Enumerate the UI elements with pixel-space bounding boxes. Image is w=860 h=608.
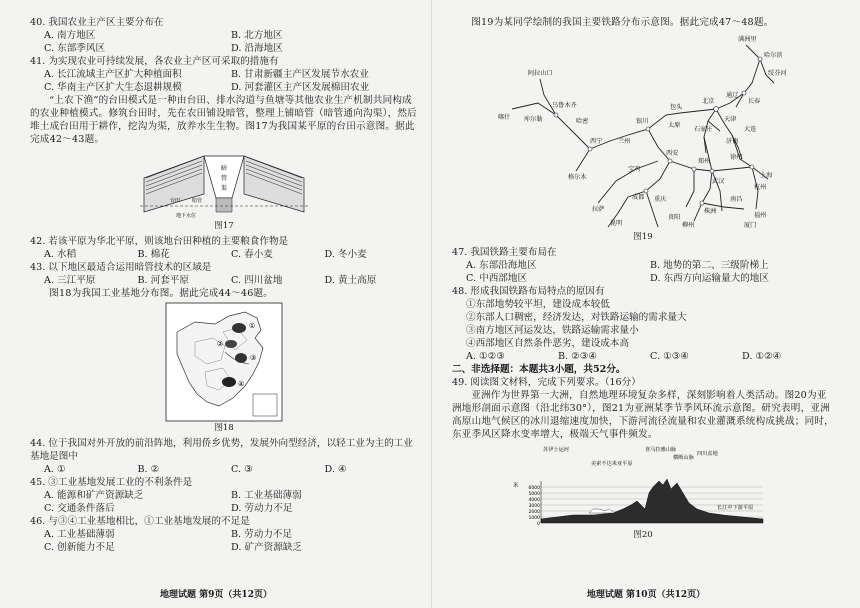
fig17-label-dark: 暗 xyxy=(220,165,228,173)
city-xuzhou: 徐州 xyxy=(730,154,743,162)
city-kuerle: 库尔勒 xyxy=(524,116,543,124)
q43-stem: 43. 以下地区最适合运用暗管技术的区域是 xyxy=(30,262,212,274)
q43-options xyxy=(30,274,418,287)
q46-stem: 46. 与③④工业基地相比，①工业基地发展的不足是 xyxy=(30,516,250,528)
q48-opt-d: D. ①②④ xyxy=(742,351,782,363)
city-manzhouli: 满洲里 xyxy=(738,36,757,44)
q41-opt-d: D. 河套灌区主产区发展棉田农业 xyxy=(231,82,370,94)
city-wulumuqi: 乌鲁木齐 xyxy=(552,102,577,110)
q44-opt-d: D. ④ xyxy=(324,464,347,476)
fig20-tick-3000: 3000 xyxy=(528,504,540,510)
city-guiyang: 贵阳 xyxy=(668,214,681,222)
fig17-label-water: 地下水位 xyxy=(176,213,197,220)
q44-opt-c: C. ③ xyxy=(231,464,253,476)
q40-options xyxy=(30,29,418,55)
q42-opt-a: A. 水稻 xyxy=(44,249,77,261)
city-lasa: 拉萨 xyxy=(592,206,605,214)
city-yinchuan: 银川 xyxy=(636,118,649,126)
left-page-footer: 地理试题 第9页（共12页） xyxy=(160,589,272,600)
fig20-tick-1000: 1000 xyxy=(528,516,540,522)
q47-opt-b: B. 地势的第二、三级阶梯上 xyxy=(650,259,769,271)
q46-opt-c: C. 创新能力不足 xyxy=(44,542,115,554)
city-chongqing: 重庆 xyxy=(654,196,667,204)
city-hami: 哈密 xyxy=(576,118,589,126)
fig18-marker-2: ② xyxy=(217,340,224,349)
right-page xyxy=(432,0,860,608)
q46-opt-b: B. 劳动力不足 xyxy=(231,529,293,541)
q47-options xyxy=(452,259,834,285)
q48-opt-c: C. ①③④ xyxy=(650,351,689,363)
fig20-label-yangtze: 长江中下游平原 xyxy=(717,505,754,512)
fig20-tick-6000: 6000 xyxy=(528,486,540,492)
fig20-asia-profile xyxy=(513,443,773,529)
q40-opt-c: C. 东部季风区 xyxy=(44,43,106,55)
fig17-label-field: 台田 xyxy=(170,198,181,205)
fig17-label-ditch: 渠 xyxy=(220,185,228,193)
fig17-caption: 图17 xyxy=(214,221,234,232)
q45-opt-b: B. 工业基础薄弱 xyxy=(231,490,302,502)
city-kashi: 喀什 xyxy=(498,114,511,122)
city-alashankou: 阿拉山口 xyxy=(528,70,553,78)
q44-opt-a: A. ① xyxy=(44,464,66,476)
q45-stem: 45. ③工业基地发展工业的不利条件是 xyxy=(30,477,193,489)
city-nanchang: 南昌 xyxy=(730,196,743,204)
q45-opt-a: A. 能源和矿产资源缺乏 xyxy=(44,490,144,502)
city-harbin: 哈尔滨 xyxy=(764,52,783,60)
city-suifenhe: 绥芬河 xyxy=(768,70,787,78)
city-baotou: 包头 xyxy=(670,104,683,112)
fig20-label-sichuan: 四川盆地 xyxy=(697,451,718,458)
fig18-marker-1: ① xyxy=(249,322,256,331)
q40-opt-b: B. 北方地区 xyxy=(231,30,283,42)
q44-options xyxy=(30,463,418,476)
q48-stem: 48. 形成我国铁路布局特点的原因有 xyxy=(452,285,605,297)
fig18-industrial-map xyxy=(165,302,283,422)
city-chengdu: 成都 xyxy=(632,194,645,202)
q45-options xyxy=(30,489,418,515)
right-page-footer: 地理试题 第10页（共12页） xyxy=(586,589,706,600)
fig20-tick-2000: 2000 xyxy=(528,510,540,516)
fig17-label-pipe: 管 xyxy=(220,175,228,183)
q46-options xyxy=(30,528,418,554)
city-hangzhou: 杭州 xyxy=(754,184,767,192)
q47-stem: 47. 我国铁路主要布局在 xyxy=(452,246,557,258)
fig20-axis-unit: 米 xyxy=(513,483,519,490)
q48-item-3: ③南方地区河运发达，铁路运输需求量小 xyxy=(466,325,639,337)
fig18-marker-3: ③ xyxy=(250,354,257,363)
city-beijing: 北京 xyxy=(702,98,715,106)
fig17-terrace-diagram xyxy=(134,148,314,220)
fig18-caption: 图18 xyxy=(214,423,234,434)
q48-opt-b: B. ②③④ xyxy=(558,351,597,363)
city-xian: 西安 xyxy=(666,150,679,158)
city-geermu: 格尔木 xyxy=(568,174,587,182)
fig18-intro: 图18为我国工业基地分布图。据此完成44～46题。 xyxy=(49,288,274,300)
q41-stem: 41. 为实现农业可持续发展，各农业主产区可采取的措施有 xyxy=(30,56,279,68)
fig20-tick-0: 0 xyxy=(537,522,540,528)
q42-opt-b: B. 棉花 xyxy=(137,249,170,261)
fig20-label-himalaya: 喜马拉雅山脉 xyxy=(645,447,677,454)
q47-opt-c: C. 中西部地区 xyxy=(466,272,528,284)
fig19-caption: 图19 xyxy=(633,232,653,243)
q49-text: 亚洲作为世界第一大洲，自然地理环境复杂多样，深刻影响着人类活动。图20为亚洲地形剖面示意图（沿北纬30°），图21为亚洲某季节季风环流示意图。研究表明，亚洲高原山地气候区的冰川退缩速度加快，下游河流径流量和农业灌溉系统构成挑战；同时，东亚季风区降水变率增大，极端天气事件频发。 xyxy=(452,390,834,441)
q42-stem: 42. 若该平原为华北平原，则该地台田种植的主要粮食作物是 xyxy=(30,236,289,248)
q48-item-4: ④西部地区自然条件恶劣，建设成本高 xyxy=(466,338,630,350)
q40-opt-d: D. 沿海地区 xyxy=(231,43,283,55)
city-xining: 西宁 xyxy=(590,138,603,146)
q48-opt-a: A. ①②③ xyxy=(466,351,505,363)
city-zhuzhou: 株洲 xyxy=(704,208,717,216)
q48-items xyxy=(452,298,834,350)
q40-opt-a: A. 南方地区 xyxy=(44,30,96,42)
city-zhengzhou: 郑州 xyxy=(698,158,711,166)
city-shijiazhuang: 石家庄 xyxy=(694,126,713,134)
q46-opt-d: D. 矿产资源缺乏 xyxy=(231,542,303,554)
city-xiamen: 厦门 xyxy=(744,222,757,230)
fig17-label-pipe2: 暗管 xyxy=(192,198,203,205)
fig20-label-mesopotamia: 美索不达米亚平原 xyxy=(591,461,633,468)
fig18-marker-4: ④ xyxy=(238,380,245,389)
q46-opt-a: A. 工业基础薄弱 xyxy=(44,529,115,541)
city-taiyuan: 太原 xyxy=(668,122,681,130)
city-wuhan: 武汉 xyxy=(712,178,725,186)
q44-opt-b: B. ② xyxy=(137,464,160,476)
q43-opt-c: C. 四川盆地 xyxy=(231,275,283,287)
q47-opt-a: A. 东部沿海地区 xyxy=(466,259,537,271)
q45-opt-d: D. 劳动力不足 xyxy=(231,503,293,515)
fig20-label-suez: 苏伊士运河 xyxy=(543,447,569,454)
q40-stem: 40. 我国农业主产区主要分布在 xyxy=(30,17,164,28)
q48-options xyxy=(452,350,834,363)
q45-opt-c: C. 交通条件落后 xyxy=(44,503,115,515)
city-shanghai: 上海 xyxy=(760,172,773,180)
fig20-tick-5000: 5000 xyxy=(528,492,540,498)
q43-opt-b: B. 河套平原 xyxy=(137,275,190,287)
q49-stem: 49. 阅读图文材料，完成下列要求。（16分） xyxy=(452,377,641,389)
q41-opt-b: B. 甘肃新疆主产区发展节水农业 xyxy=(231,69,369,81)
fig20-tick-4000: 4000 xyxy=(528,498,540,504)
fig19-intro: 图19为某同学绘制的我国主要铁路分布示意图。据此完成47～48题。 xyxy=(471,17,774,28)
city-tonghua: 通辽 xyxy=(726,92,739,100)
q42-opt-d: D. 冬小麦 xyxy=(324,249,367,261)
city-baoji: 宝鸡 xyxy=(628,166,641,174)
city-lanzhou: 兰州 xyxy=(618,138,631,146)
section-2-heading: 二、非选择题：本题共3小题，共52分。 xyxy=(452,364,626,376)
q43-opt-d: D. 黄土高原 xyxy=(324,275,377,287)
q48-item-2: ②东部人口稠密，经济发达，对铁路运输的需求量大 xyxy=(466,311,687,323)
q42-opt-c: C. 春小麦 xyxy=(231,249,273,261)
city-jinan: 济南 xyxy=(726,138,739,146)
fig19-railway-map xyxy=(498,31,788,231)
fig20-caption: 图20 xyxy=(633,530,653,541)
fig20-label-hengduan: 横断山脉 xyxy=(673,455,694,462)
q47-opt-d: D. 东西方向运输量大的地区 xyxy=(650,272,769,284)
city-changchun: 长春 xyxy=(748,98,761,106)
q41-opt-a: A. 长江流域主产区扩大种植面积 xyxy=(44,69,182,81)
q48-item-1: ①东部地势较平坦，建设成本较低 xyxy=(466,298,610,310)
city-dalian: 大连 xyxy=(744,126,757,134)
city-liuzhou: 柳州 xyxy=(682,222,695,230)
q43-opt-a: A. 三江平原 xyxy=(44,275,96,287)
q41-opt-c: C. 华南主产区扩大生态退耕规模 xyxy=(44,82,182,94)
fig17-intro: “上农下渔”的台田模式是一种由台田、排水沟道与鱼塘等其他农业生产机制共同构成的农业种植模式。修筑台田时，先在农田铺设暗管，整理上铺暗管（暗管通向沟渠），然后堆土成台田用于耕作，挖沟为渠，放养水生生物。图17为我国某平原的台田示意图。据此完成42～43题。 xyxy=(30,95,417,146)
city-kunming: 昆明 xyxy=(610,220,623,228)
city-tianjin: 天津 xyxy=(724,116,737,124)
city-fuzhou: 福州 xyxy=(754,212,767,220)
q42-options xyxy=(30,248,418,261)
q41-options xyxy=(30,68,418,94)
q44-stem: 44. 位于我国对外开放的前沿阵地，利用侨乡优势，发展外向型经济，以轻工业为主的工业基地是图中 xyxy=(30,438,413,463)
